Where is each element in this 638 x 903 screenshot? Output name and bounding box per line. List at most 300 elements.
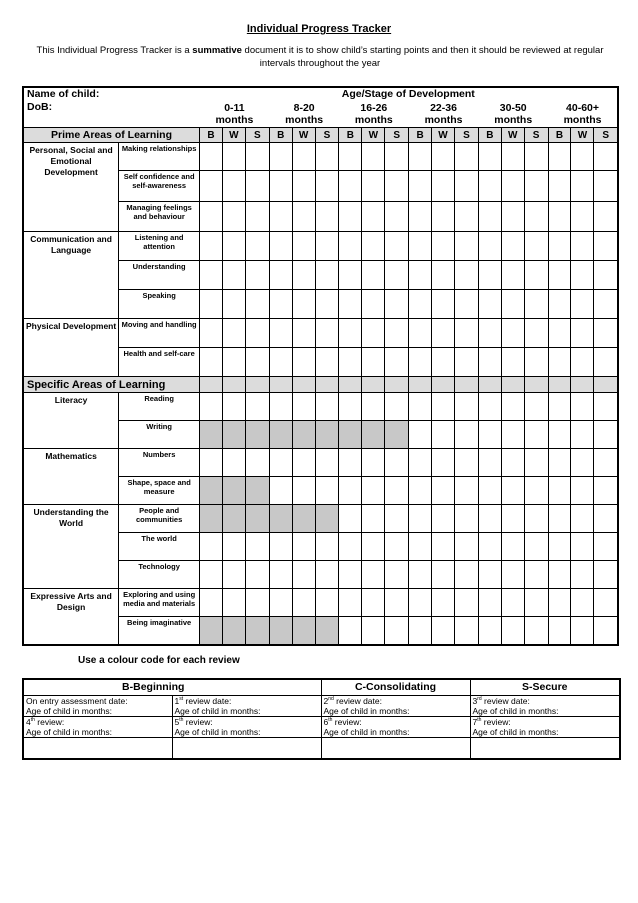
tracker-cell[interactable] xyxy=(200,505,223,533)
tracker-cell[interactable] xyxy=(222,561,245,589)
tracker-cell[interactable] xyxy=(292,319,315,348)
tracker-cell[interactable] xyxy=(594,533,618,561)
tracker-cell[interactable] xyxy=(524,319,548,348)
tracker-cell[interactable] xyxy=(292,477,315,505)
tracker-cell[interactable] xyxy=(432,617,455,646)
tracker-cell[interactable] xyxy=(200,348,223,377)
tracker-cell[interactable] xyxy=(385,589,409,617)
tracker-cell[interactable] xyxy=(222,505,245,533)
tracker-cell[interactable] xyxy=(548,232,571,261)
tracker-cell[interactable] xyxy=(524,477,548,505)
tracker-cell[interactable] xyxy=(385,393,409,421)
tracker-cell[interactable] xyxy=(571,143,594,171)
tracker-cell[interactable] xyxy=(200,232,223,261)
tracker-cell[interactable] xyxy=(501,171,524,202)
tracker-cell[interactable] xyxy=(409,232,432,261)
tracker-cell[interactable] xyxy=(571,290,594,319)
tracker-cell[interactable] xyxy=(269,477,292,505)
tracker-cell[interactable] xyxy=(548,589,571,617)
tracker-cell[interactable] xyxy=(571,449,594,477)
tracker-cell[interactable] xyxy=(245,319,269,348)
tracker-cell[interactable] xyxy=(454,143,478,171)
tracker-cell[interactable] xyxy=(594,393,618,421)
tracker-cell[interactable] xyxy=(524,232,548,261)
tracker-cell[interactable] xyxy=(478,505,501,533)
tracker-cell[interactable] xyxy=(269,589,292,617)
tracker-cell[interactable] xyxy=(432,421,455,449)
tracker-cell[interactable] xyxy=(454,561,478,589)
tracker-cell[interactable] xyxy=(339,533,362,561)
tracker-cell[interactable] xyxy=(501,617,524,646)
tracker-cell[interactable] xyxy=(222,202,245,232)
tracker-cell[interactable] xyxy=(245,232,269,261)
tracker-cell[interactable] xyxy=(269,290,292,319)
tracker-cell[interactable] xyxy=(501,449,524,477)
tracker-cell[interactable] xyxy=(339,143,362,171)
tracker-cell[interactable] xyxy=(571,589,594,617)
tracker-cell[interactable] xyxy=(594,477,618,505)
tracker-cell[interactable] xyxy=(454,421,478,449)
tracker-cell[interactable] xyxy=(362,421,385,449)
tracker-cell[interactable] xyxy=(385,290,409,319)
tracker-cell[interactable] xyxy=(269,505,292,533)
tracker-cell[interactable] xyxy=(432,143,455,171)
tracker-cell[interactable] xyxy=(524,421,548,449)
tracker-cell[interactable] xyxy=(524,290,548,319)
tracker-cell[interactable] xyxy=(292,171,315,202)
tracker-cell[interactable] xyxy=(200,589,223,617)
tracker-cell[interactable] xyxy=(594,143,618,171)
tracker-cell[interactable] xyxy=(245,505,269,533)
tracker-cell[interactable] xyxy=(409,449,432,477)
tracker-cell[interactable] xyxy=(571,505,594,533)
review-cell[interactable] xyxy=(321,717,470,738)
tracker-cell[interactable] xyxy=(200,171,223,202)
tracker-cell[interactable] xyxy=(315,202,339,232)
tracker-cell[interactable] xyxy=(454,261,478,290)
tracker-cell[interactable] xyxy=(454,477,478,505)
tracker-cell[interactable] xyxy=(245,421,269,449)
tracker-cell[interactable] xyxy=(292,232,315,261)
tracker-cell[interactable] xyxy=(432,348,455,377)
tracker-cell[interactable] xyxy=(222,261,245,290)
tracker-cell[interactable] xyxy=(524,261,548,290)
tracker-cell[interactable] xyxy=(362,393,385,421)
tracker-cell[interactable] xyxy=(269,232,292,261)
tracker-cell[interactable] xyxy=(200,319,223,348)
tracker-cell[interactable] xyxy=(571,617,594,646)
tracker-cell[interactable] xyxy=(245,348,269,377)
tracker-cell[interactable] xyxy=(409,377,432,393)
tracker-cell[interactable] xyxy=(409,533,432,561)
tracker-cell[interactable] xyxy=(200,561,223,589)
tracker-cell[interactable] xyxy=(385,319,409,348)
tracker-cell[interactable] xyxy=(432,533,455,561)
tracker-cell[interactable] xyxy=(222,290,245,319)
tracker-cell[interactable] xyxy=(571,261,594,290)
tracker-cell[interactable] xyxy=(339,449,362,477)
tracker-cell[interactable] xyxy=(594,171,618,202)
tracker-cell[interactable] xyxy=(385,377,409,393)
tracker-cell[interactable] xyxy=(315,171,339,202)
tracker-cell[interactable] xyxy=(200,617,223,646)
tracker-cell[interactable] xyxy=(245,143,269,171)
tracker-cell[interactable] xyxy=(524,171,548,202)
tracker-cell[interactable] xyxy=(594,202,618,232)
tracker-cell[interactable] xyxy=(292,449,315,477)
tracker-cell[interactable] xyxy=(339,393,362,421)
tracker-cell[interactable] xyxy=(454,393,478,421)
tracker-cell[interactable] xyxy=(315,449,339,477)
tracker-cell[interactable] xyxy=(432,505,455,533)
tracker-cell[interactable] xyxy=(432,449,455,477)
tracker-cell[interactable] xyxy=(548,319,571,348)
tracker-cell[interactable] xyxy=(292,561,315,589)
tracker-cell[interactable] xyxy=(292,421,315,449)
tracker-cell[interactable] xyxy=(571,232,594,261)
tracker-cell[interactable] xyxy=(339,232,362,261)
tracker-cell[interactable] xyxy=(409,421,432,449)
tracker-cell[interactable] xyxy=(548,533,571,561)
tracker-cell[interactable] xyxy=(292,261,315,290)
tracker-cell[interactable] xyxy=(594,232,618,261)
tracker-cell[interactable] xyxy=(315,377,339,393)
tracker-cell[interactable] xyxy=(432,171,455,202)
tracker-cell[interactable] xyxy=(524,589,548,617)
tracker-cell[interactable] xyxy=(362,561,385,589)
tracker-cell[interactable] xyxy=(432,477,455,505)
tracker-cell[interactable] xyxy=(501,421,524,449)
tracker-cell[interactable] xyxy=(339,617,362,646)
tracker-cell[interactable] xyxy=(385,202,409,232)
tracker-cell[interactable] xyxy=(594,348,618,377)
tracker-cell[interactable] xyxy=(548,505,571,533)
tracker-cell[interactable] xyxy=(501,589,524,617)
review-cell[interactable] xyxy=(321,696,470,717)
tracker-cell[interactable] xyxy=(432,319,455,348)
tracker-cell[interactable] xyxy=(385,449,409,477)
tracker-cell[interactable] xyxy=(571,348,594,377)
tracker-cell[interactable] xyxy=(478,449,501,477)
tracker-cell[interactable] xyxy=(292,143,315,171)
tracker-cell[interactable] xyxy=(454,290,478,319)
tracker-cell[interactable] xyxy=(315,421,339,449)
tracker-cell[interactable] xyxy=(478,477,501,505)
tracker-cell[interactable] xyxy=(409,477,432,505)
tracker-cell[interactable] xyxy=(315,617,339,646)
tracker-cell[interactable] xyxy=(478,290,501,319)
blank-cell[interactable] xyxy=(321,738,470,760)
tracker-cell[interactable] xyxy=(315,348,339,377)
tracker-cell[interactable] xyxy=(315,393,339,421)
tracker-cell[interactable] xyxy=(200,421,223,449)
tracker-cell[interactable] xyxy=(548,377,571,393)
tracker-cell[interactable] xyxy=(385,421,409,449)
tracker-cell[interactable] xyxy=(222,589,245,617)
tracker-cell[interactable] xyxy=(409,261,432,290)
tracker-cell[interactable] xyxy=(222,348,245,377)
tracker-cell[interactable] xyxy=(571,533,594,561)
tracker-cell[interactable] xyxy=(245,589,269,617)
tracker-cell[interactable] xyxy=(454,348,478,377)
tracker-cell[interactable] xyxy=(524,348,548,377)
tracker-cell[interactable] xyxy=(524,143,548,171)
tracker-cell[interactable] xyxy=(362,171,385,202)
tracker-cell[interactable] xyxy=(292,589,315,617)
tracker-cell[interactable] xyxy=(200,143,223,171)
tracker-cell[interactable] xyxy=(339,589,362,617)
tracker-cell[interactable] xyxy=(385,477,409,505)
tracker-cell[interactable] xyxy=(478,202,501,232)
tracker-cell[interactable] xyxy=(501,290,524,319)
tracker-cell[interactable] xyxy=(548,202,571,232)
tracker-cell[interactable] xyxy=(200,393,223,421)
tracker-cell[interactable] xyxy=(315,477,339,505)
tracker-cell[interactable] xyxy=(292,393,315,421)
tracker-cell[interactable] xyxy=(501,561,524,589)
tracker-cell[interactable] xyxy=(200,290,223,319)
tracker-cell[interactable] xyxy=(385,143,409,171)
tracker-cell[interactable] xyxy=(222,617,245,646)
tracker-cell[interactable] xyxy=(548,477,571,505)
tracker-cell[interactable] xyxy=(571,377,594,393)
tracker-cell[interactable] xyxy=(409,348,432,377)
tracker-cell[interactable] xyxy=(571,477,594,505)
tracker-cell[interactable] xyxy=(362,319,385,348)
tracker-cell[interactable] xyxy=(478,319,501,348)
tracker-cell[interactable] xyxy=(501,202,524,232)
tracker-cell[interactable] xyxy=(454,202,478,232)
tracker-cell[interactable] xyxy=(222,477,245,505)
review-cell[interactable] xyxy=(470,696,620,717)
tracker-cell[interactable] xyxy=(385,533,409,561)
tracker-cell[interactable] xyxy=(524,533,548,561)
tracker-cell[interactable] xyxy=(454,232,478,261)
tracker-cell[interactable] xyxy=(292,533,315,561)
tracker-cell[interactable] xyxy=(548,449,571,477)
tracker-cell[interactable] xyxy=(269,617,292,646)
tracker-cell[interactable] xyxy=(478,421,501,449)
tracker-cell[interactable] xyxy=(548,421,571,449)
tracker-cell[interactable] xyxy=(478,617,501,646)
tracker-cell[interactable] xyxy=(432,290,455,319)
tracker-cell[interactable] xyxy=(571,171,594,202)
tracker-cell[interactable] xyxy=(432,393,455,421)
tracker-cell[interactable] xyxy=(501,533,524,561)
tracker-cell[interactable] xyxy=(548,393,571,421)
tracker-cell[interactable] xyxy=(454,533,478,561)
tracker-cell[interactable] xyxy=(315,143,339,171)
tracker-cell[interactable] xyxy=(362,202,385,232)
tracker-cell[interactable] xyxy=(409,505,432,533)
tracker-cell[interactable] xyxy=(594,319,618,348)
tracker-cell[interactable] xyxy=(200,261,223,290)
tracker-cell[interactable] xyxy=(315,232,339,261)
tracker-cell[interactable] xyxy=(222,319,245,348)
tracker-cell[interactable] xyxy=(432,589,455,617)
tracker-cell[interactable] xyxy=(200,449,223,477)
tracker-cell[interactable] xyxy=(548,143,571,171)
tracker-cell[interactable] xyxy=(200,477,223,505)
tracker-cell[interactable] xyxy=(548,261,571,290)
tracker-cell[interactable] xyxy=(478,533,501,561)
tracker-cell[interactable] xyxy=(385,232,409,261)
tracker-cell[interactable] xyxy=(339,421,362,449)
tracker-cell[interactable] xyxy=(315,589,339,617)
tracker-cell[interactable] xyxy=(409,202,432,232)
tracker-cell[interactable] xyxy=(222,143,245,171)
tracker-cell[interactable] xyxy=(594,261,618,290)
tracker-cell[interactable] xyxy=(339,561,362,589)
tracker-cell[interactable] xyxy=(339,202,362,232)
tracker-cell[interactable] xyxy=(315,505,339,533)
tracker-cell[interactable] xyxy=(200,202,223,232)
tracker-cell[interactable] xyxy=(362,505,385,533)
tracker-cell[interactable] xyxy=(362,377,385,393)
tracker-cell[interactable] xyxy=(222,232,245,261)
tracker-cell[interactable] xyxy=(594,561,618,589)
tracker-cell[interactable] xyxy=(339,261,362,290)
tracker-cell[interactable] xyxy=(454,171,478,202)
tracker-cell[interactable] xyxy=(292,377,315,393)
tracker-cell[interactable] xyxy=(478,561,501,589)
tracker-cell[interactable] xyxy=(548,171,571,202)
tracker-cell[interactable] xyxy=(315,561,339,589)
tracker-cell[interactable] xyxy=(501,143,524,171)
tracker-cell[interactable] xyxy=(315,319,339,348)
tracker-cell[interactable] xyxy=(362,589,385,617)
tracker-cell[interactable] xyxy=(222,171,245,202)
tracker-cell[interactable] xyxy=(269,202,292,232)
tracker-cell[interactable] xyxy=(524,561,548,589)
tracker-cell[interactable] xyxy=(339,477,362,505)
tracker-cell[interactable] xyxy=(594,377,618,393)
tracker-cell[interactable] xyxy=(478,261,501,290)
tracker-cell[interactable] xyxy=(478,143,501,171)
tracker-cell[interactable] xyxy=(245,261,269,290)
tracker-cell[interactable] xyxy=(524,505,548,533)
tracker-cell[interactable] xyxy=(222,533,245,561)
tracker-cell[interactable] xyxy=(269,533,292,561)
tracker-cell[interactable] xyxy=(269,143,292,171)
tracker-cell[interactable] xyxy=(501,377,524,393)
tracker-cell[interactable] xyxy=(362,143,385,171)
tracker-cell[interactable] xyxy=(292,202,315,232)
tracker-cell[interactable] xyxy=(222,393,245,421)
tracker-cell[interactable] xyxy=(315,533,339,561)
tracker-cell[interactable] xyxy=(501,261,524,290)
tracker-cell[interactable] xyxy=(409,319,432,348)
review-cell[interactable] xyxy=(470,717,620,738)
tracker-cell[interactable] xyxy=(339,171,362,202)
tracker-cell[interactable] xyxy=(292,348,315,377)
tracker-cell[interactable] xyxy=(501,319,524,348)
tracker-cell[interactable] xyxy=(478,377,501,393)
tracker-cell[interactable] xyxy=(548,290,571,319)
tracker-cell[interactable] xyxy=(409,393,432,421)
tracker-cell[interactable] xyxy=(594,421,618,449)
tracker-cell[interactable] xyxy=(501,477,524,505)
tracker-cell[interactable] xyxy=(432,232,455,261)
tracker-cell[interactable] xyxy=(362,449,385,477)
tracker-cell[interactable] xyxy=(222,449,245,477)
tracker-cell[interactable] xyxy=(269,377,292,393)
tracker-cell[interactable] xyxy=(362,533,385,561)
tracker-cell[interactable] xyxy=(501,505,524,533)
tracker-cell[interactable] xyxy=(245,449,269,477)
tracker-cell[interactable] xyxy=(548,348,571,377)
blank-cell[interactable] xyxy=(470,738,620,760)
tracker-cell[interactable] xyxy=(478,348,501,377)
tracker-cell[interactable] xyxy=(454,505,478,533)
tracker-cell[interactable] xyxy=(571,421,594,449)
tracker-cell[interactable] xyxy=(245,617,269,646)
tracker-cell[interactable] xyxy=(385,171,409,202)
tracker-cell[interactable] xyxy=(222,421,245,449)
tracker-cell[interactable] xyxy=(269,561,292,589)
tracker-cell[interactable] xyxy=(501,393,524,421)
tracker-cell[interactable] xyxy=(245,477,269,505)
tracker-cell[interactable] xyxy=(269,449,292,477)
tracker-cell[interactable] xyxy=(362,348,385,377)
tracker-cell[interactable] xyxy=(245,290,269,319)
tracker-cell[interactable] xyxy=(594,449,618,477)
tracker-cell[interactable] xyxy=(315,261,339,290)
tracker-cell[interactable] xyxy=(524,449,548,477)
tracker-cell[interactable] xyxy=(454,617,478,646)
tracker-cell[interactable] xyxy=(245,393,269,421)
tracker-cell[interactable] xyxy=(594,290,618,319)
tracker-cell[interactable] xyxy=(200,377,223,393)
tracker-cell[interactable] xyxy=(269,171,292,202)
tracker-cell[interactable] xyxy=(245,533,269,561)
tracker-cell[interactable] xyxy=(454,319,478,348)
tracker-cell[interactable] xyxy=(339,348,362,377)
tracker-cell[interactable] xyxy=(409,171,432,202)
tracker-cell[interactable] xyxy=(269,261,292,290)
tracker-cell[interactable] xyxy=(292,290,315,319)
tracker-cell[interactable] xyxy=(432,202,455,232)
tracker-cell[interactable] xyxy=(200,533,223,561)
tracker-cell[interactable] xyxy=(292,505,315,533)
tracker-cell[interactable] xyxy=(269,319,292,348)
tracker-cell[interactable] xyxy=(454,449,478,477)
tracker-cell[interactable] xyxy=(548,617,571,646)
tracker-cell[interactable] xyxy=(524,377,548,393)
blank-cell[interactable] xyxy=(23,738,172,760)
tracker-cell[interactable] xyxy=(524,202,548,232)
tracker-cell[interactable] xyxy=(339,319,362,348)
tracker-cell[interactable] xyxy=(454,377,478,393)
review-cell[interactable] xyxy=(23,696,172,717)
tracker-cell[interactable] xyxy=(409,617,432,646)
tracker-cell[interactable] xyxy=(245,171,269,202)
tracker-cell[interactable] xyxy=(454,589,478,617)
tracker-cell[interactable] xyxy=(524,393,548,421)
review-cell[interactable] xyxy=(172,717,321,738)
tracker-cell[interactable] xyxy=(245,377,269,393)
tracker-cell[interactable] xyxy=(245,561,269,589)
tracker-cell[interactable] xyxy=(362,617,385,646)
tracker-cell[interactable] xyxy=(409,561,432,589)
review-cell[interactable] xyxy=(172,696,321,717)
tracker-cell[interactable] xyxy=(245,202,269,232)
tracker-cell[interactable] xyxy=(269,421,292,449)
tracker-cell[interactable] xyxy=(501,232,524,261)
tracker-cell[interactable] xyxy=(571,319,594,348)
tracker-cell[interactable] xyxy=(385,261,409,290)
tracker-cell[interactable] xyxy=(594,589,618,617)
